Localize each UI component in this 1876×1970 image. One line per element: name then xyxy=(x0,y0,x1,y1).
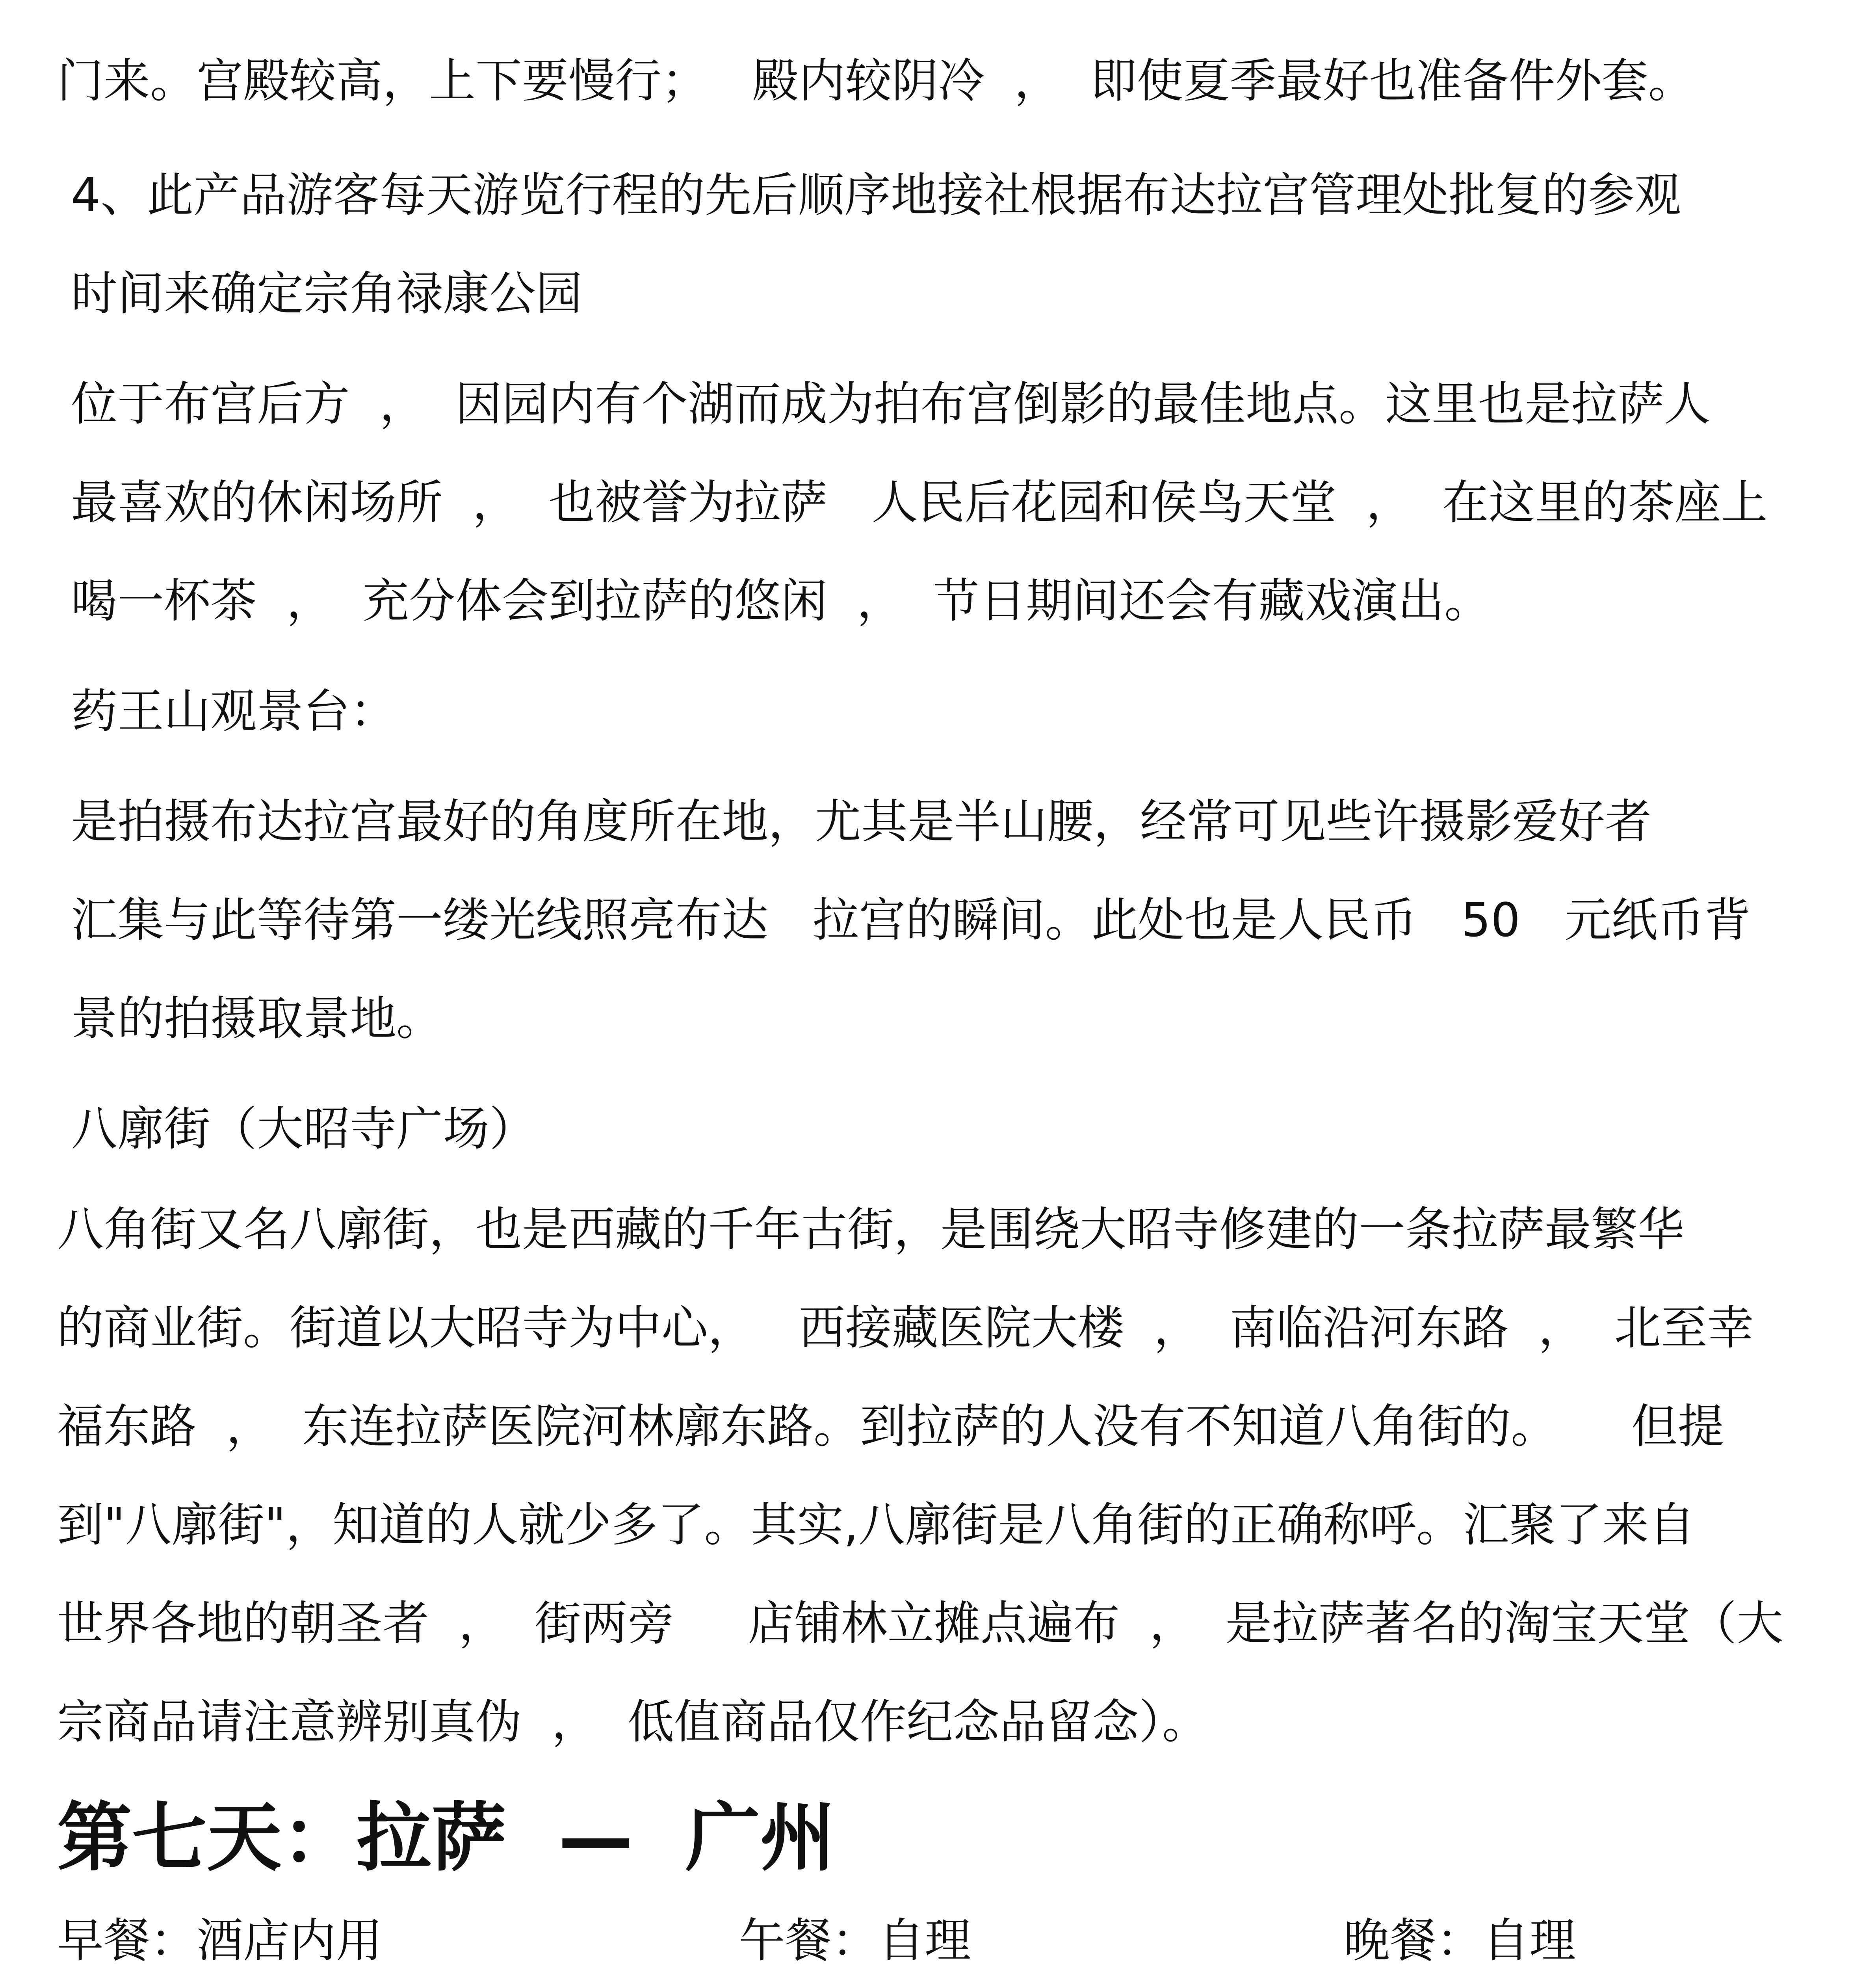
yaowang-line-1: 是拍摄布达拉宫最好的角度所在地，尤其是半山腰，经常可见些许摄影爱好者 xyxy=(71,794,1652,849)
yaowang-line-2: 汇集与此等待第一缕光线照亮布达 拉宫的瞬间。此处也是人民币 50 元纸币背 xyxy=(71,893,1751,947)
barkhor-line-5: 世界各地的朝圣者 ， 街两旁 店铺林立摊点遍布 ， 是拉萨著名的淘宝天堂（大 xyxy=(57,1596,1783,1650)
yaowang-line-3: 景的拍摄取景地。 xyxy=(71,991,443,1046)
yaowang-title: 药王山观景台： xyxy=(71,684,397,738)
barkhor-line-6: 宗商品请注意辨别真伪 ， 低值商品仅作纪念品留念）。 xyxy=(57,1695,1209,1749)
day7-dinner: 晚餐：自理 xyxy=(1343,1913,1576,1968)
item4-line-1: 4、此产品游客每天游览行程的先后顺序地接社根据布达拉宫管理处批复的参观 xyxy=(71,168,1681,222)
barkhor-line-1: 八角街又名八廓街，也是西藏的千年古街，是围绕大昭寺修建的一条拉萨最繁华 xyxy=(57,1202,1685,1256)
barkhor-title: 八廓街（大昭寺广场） xyxy=(71,1102,536,1156)
day7-lunch: 午餐：自理 xyxy=(739,1913,971,1968)
day7-heading: 第七天：拉萨 — 广州 xyxy=(57,1794,835,1881)
zongjiao-line-2: 最喜欢的休闲场所 ， 也被誉为拉萨 人民后花园和侯鸟天堂 ， 在这里的茶座上 xyxy=(71,475,1768,530)
barkhor-line-3: 福东路 ， 东连拉萨医院河林廓东路。到拉萨的人没有不知道八角街的。 但提 xyxy=(57,1399,1724,1453)
item4-line-2: 时间来确定宗角禄康公园 xyxy=(71,266,583,321)
day7-breakfast: 早餐：酒店内用 xyxy=(57,1913,383,1968)
zongjiao-line-1: 位于布宫后方 ， 因园内有个湖而成为拍布宫倒影的最佳地点。这里也是拉萨人 xyxy=(71,377,1711,431)
paragraph-top-line: 门来。宫殿较高，上下要慢行； 殿内较阴冷 ， 即使夏季最好也准备件外套。 xyxy=(57,54,1695,108)
barkhor-line-4: 到"八廓街"，知道的人就少多了。其实,八廓街是八角街的正确称呼。汇聚了来自 xyxy=(57,1498,1696,1552)
zongjiao-line-3: 喝一杯茶 ， 充分体会到拉萨的悠闲 ， 节日期间还会有藏戏演出。 xyxy=(71,574,1491,628)
barkhor-line-2: 的商业街。街道以大昭寺为中心， 西接藏医院大楼 ， 南临沿河东路 ， 北至幸 xyxy=(57,1301,1754,1355)
